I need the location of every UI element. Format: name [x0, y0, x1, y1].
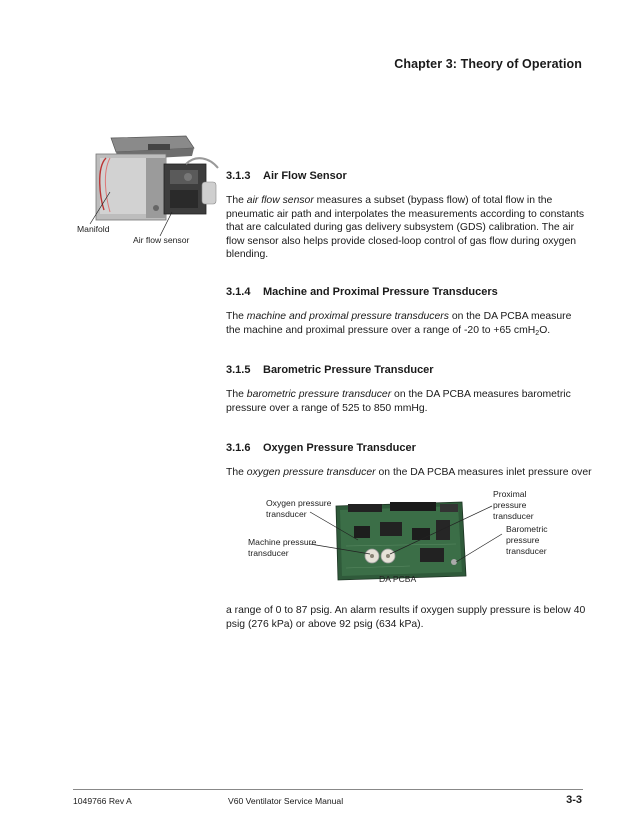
text: on the DA PCBA measures barometric pressure over a range of 525 to 850 mmHg. — [226, 389, 571, 414]
footer-page-number: 3-3 — [566, 794, 582, 806]
label-line: transducer — [506, 546, 547, 556]
label-line: pressure — [506, 535, 540, 545]
paragraph-oxygen-continued: a range of 0 to 87 psig. An alarm results if oxygen supply pressure is below 40 psig (276 kPa) or above 92 psig (634 kPa). — [226, 605, 586, 630]
paragraph-machine-proximal — [226, 310, 586, 337]
figure-label-machine — [248, 537, 316, 559]
emphasis: oxygen pressure transducer — [246, 467, 376, 478]
text: O. — [539, 324, 551, 336]
section-heading-3-1-4 — [226, 286, 498, 298]
figure-label-oxygen — [266, 498, 331, 520]
figure-caption-da-pcba: DA PCBA — [379, 574, 417, 584]
label-line: Oxygen pressure — [266, 498, 332, 508]
text: The — [226, 389, 247, 400]
figure-label-manifold: Manifold — [77, 224, 110, 234]
footer-rule — [73, 789, 583, 790]
section-number: 3.1.6 — [226, 442, 251, 454]
section-number: 3.1.3 — [226, 170, 251, 182]
figure-label-proximal — [493, 489, 534, 522]
label-line: pressure — [493, 500, 527, 510]
paragraph-barometric — [226, 388, 586, 415]
chapter-title: Chapter 3: Theory of Operation — [394, 57, 582, 71]
section-title: Machine and Proximal Pressure Transducers — [263, 286, 498, 298]
paragraph-air-flow-sensor — [226, 194, 586, 262]
text: The — [226, 195, 247, 206]
subscript: 2 — [535, 329, 540, 337]
label-line: transducer — [248, 548, 289, 558]
section-title: Air Flow Sensor — [263, 170, 347, 182]
text: measures a subset (bypass flow) of total flow in the pneumatic air path and interpolates the measurements according to constants that are calculated during gas delivery subsystem (GDS) calibration. The air flow sensor also helps provide closed-loop control of gas flow during oxygen blending. — [226, 195, 585, 261]
text: on the DA PCBA measures inlet pressure over — [375, 467, 592, 478]
footer-manual-title: V60 Ventilator Service Manual — [228, 796, 344, 806]
section-number: 3.1.5 — [226, 364, 251, 376]
text: on the DA PCBA measure the machine and proximal pressure over a range of -20 to +65 cmH — [226, 311, 572, 336]
emphasis: air flow sensor — [246, 195, 314, 206]
label-line: Proximal — [493, 489, 527, 499]
emphasis: barometric pressure transducer — [246, 389, 392, 400]
figure-label-air-flow-sensor: Air flow sensor — [133, 235, 190, 245]
section-heading-3-1-6 — [226, 442, 416, 454]
figure-label-barometric — [506, 524, 548, 557]
text: The — [226, 311, 247, 322]
section-heading-3-1-3 — [226, 170, 347, 182]
label-line: Barometric — [506, 524, 548, 534]
text: The — [226, 467, 247, 478]
emphasis: machine and proximal pressure transducers — [246, 311, 449, 322]
section-title: Oxygen Pressure Transducer — [263, 442, 416, 454]
section-heading-3-1-5 — [226, 364, 434, 376]
label-line: transducer — [266, 509, 307, 519]
paragraph-oxygen — [226, 466, 596, 480]
footer-doc-number: 1049766 Rev A — [73, 796, 132, 806]
label-line: Machine pressure — [248, 537, 317, 547]
section-title: Barometric Pressure Transducer — [263, 364, 434, 376]
section-number: 3.1.4 — [226, 286, 251, 298]
label-line: transducer — [493, 511, 534, 521]
